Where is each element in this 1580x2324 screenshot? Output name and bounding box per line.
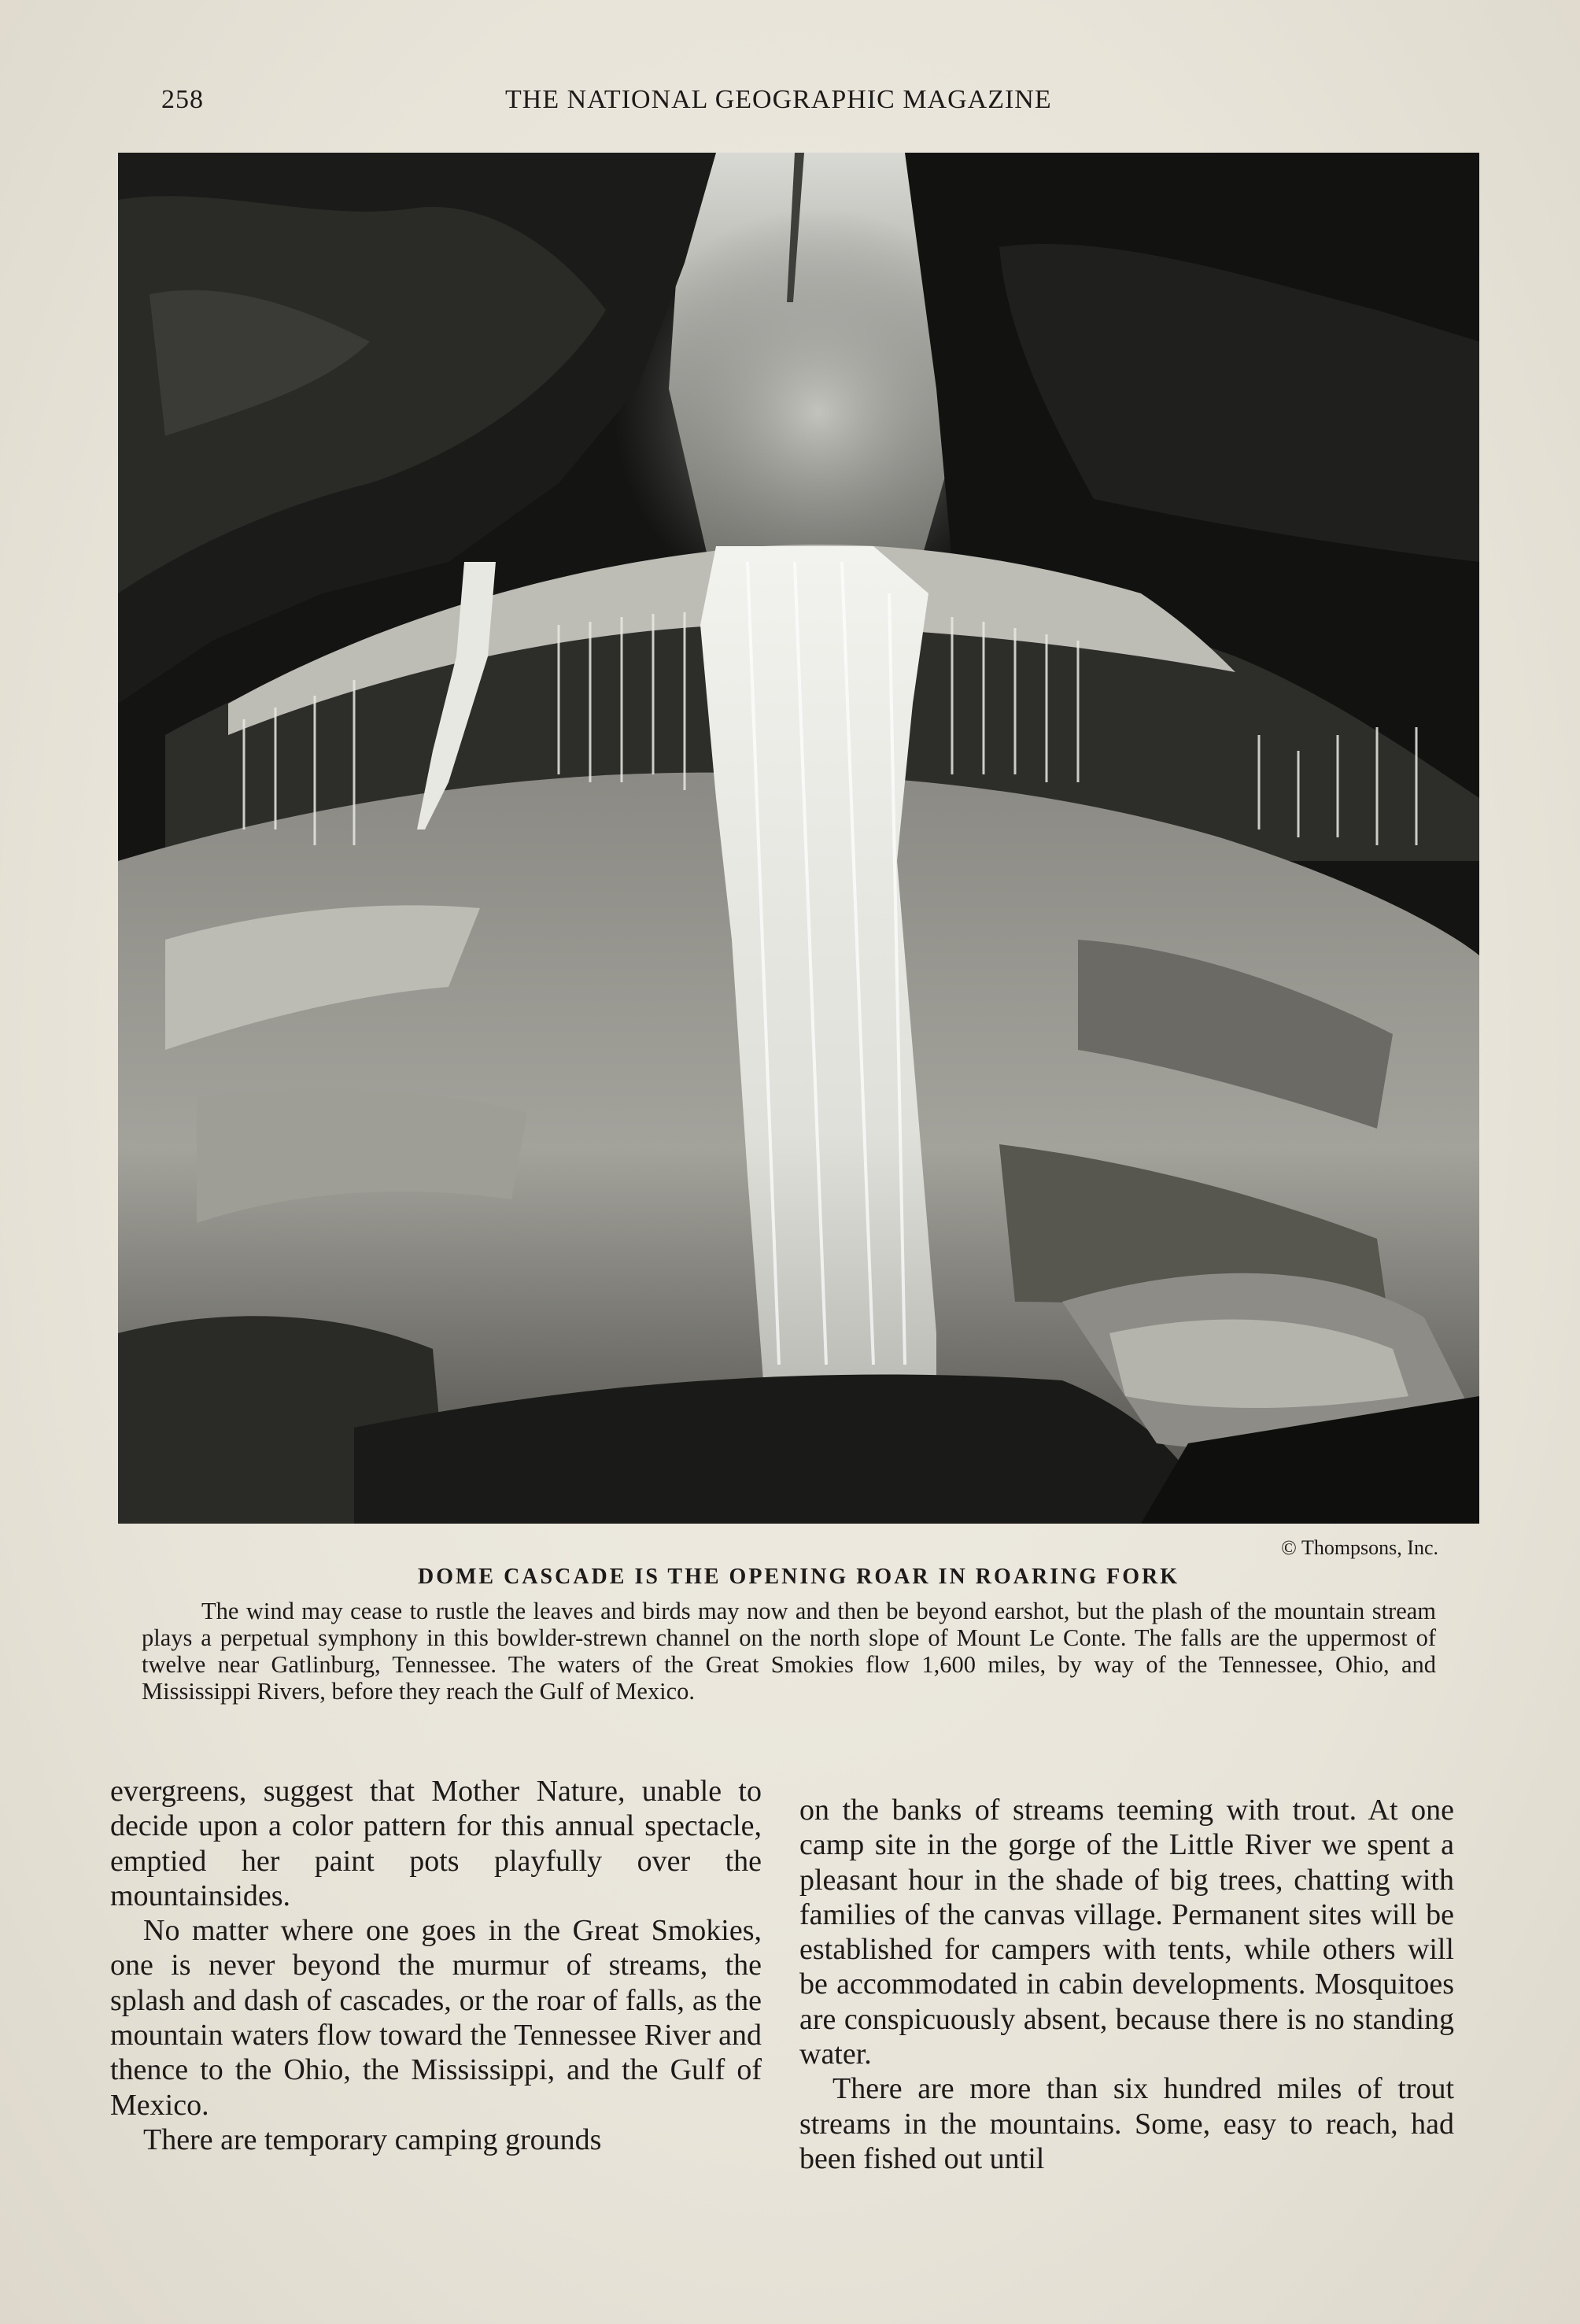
paragraph: There are temporary camping grounds bbox=[143, 2123, 602, 2156]
paragraph: There are more than six hundred miles of trout streams in the mountains. Some, easy to reach, had been fished out until bbox=[799, 2072, 1454, 2175]
caption-title: DOME CASCADE IS THE OPENING ROAR IN ROARING FORK bbox=[417, 1565, 1179, 1589]
paragraph: evergreens, suggest that Mother Nature, unable to decide upon a color pattern for this annual spectacle, emptied her paint pots playfully over the mountainsides. bbox=[110, 1775, 762, 1912]
waterfall-photo bbox=[118, 153, 1479, 1524]
waterfall-illustration bbox=[118, 153, 1479, 1524]
running-head: THE NATIONAL GEOGRAPHIC MAGAZINE bbox=[505, 85, 1052, 114]
caption-text: The wind may cease to rustle the leaves and birds may now and then be beyond earshot, but the plash of the mountain stream plays a perpetual symphony in this bowlder-strewn channel on the north slope of Mount Le Conte. The falls are the uppermost of twelve near Gatlinburg, Tennessee. The waters of the Great Smokies flow 1,600 miles, by way of the Tennessee, Ohio, and Mississippi Rivers, before they reach the Gulf of Mexico. bbox=[142, 1598, 1436, 1705]
photo-credit: © Thompsons, Inc. bbox=[1281, 1536, 1438, 1559]
paragraph: No matter where one goes in the Great Smokies, one is never beyond the murmur of streams, the splash and dash of cascades, or the roar of falls, as the mountain waters flow toward the Tennessee River and thence to the Ohio, the Mississippi, and the Gulf of Mexico. bbox=[110, 1914, 762, 2122]
body-column-left bbox=[110, 1774, 762, 2157]
page-header bbox=[161, 85, 1161, 124]
page-number: 258 bbox=[161, 85, 204, 114]
paragraph: on the banks of streams teeming with trout. At one camp site in the gorge of the Little River we spent a pleasant hour in the shade of big trees, chatting with families of the canvas village. Permanent sites will be established for campers with tents, while others will be accommodated in cabin developments. Mosquitoes are conspicuously absent, because there is no standing water. bbox=[799, 1794, 1454, 2071]
body-column-right bbox=[799, 1793, 1454, 2176]
